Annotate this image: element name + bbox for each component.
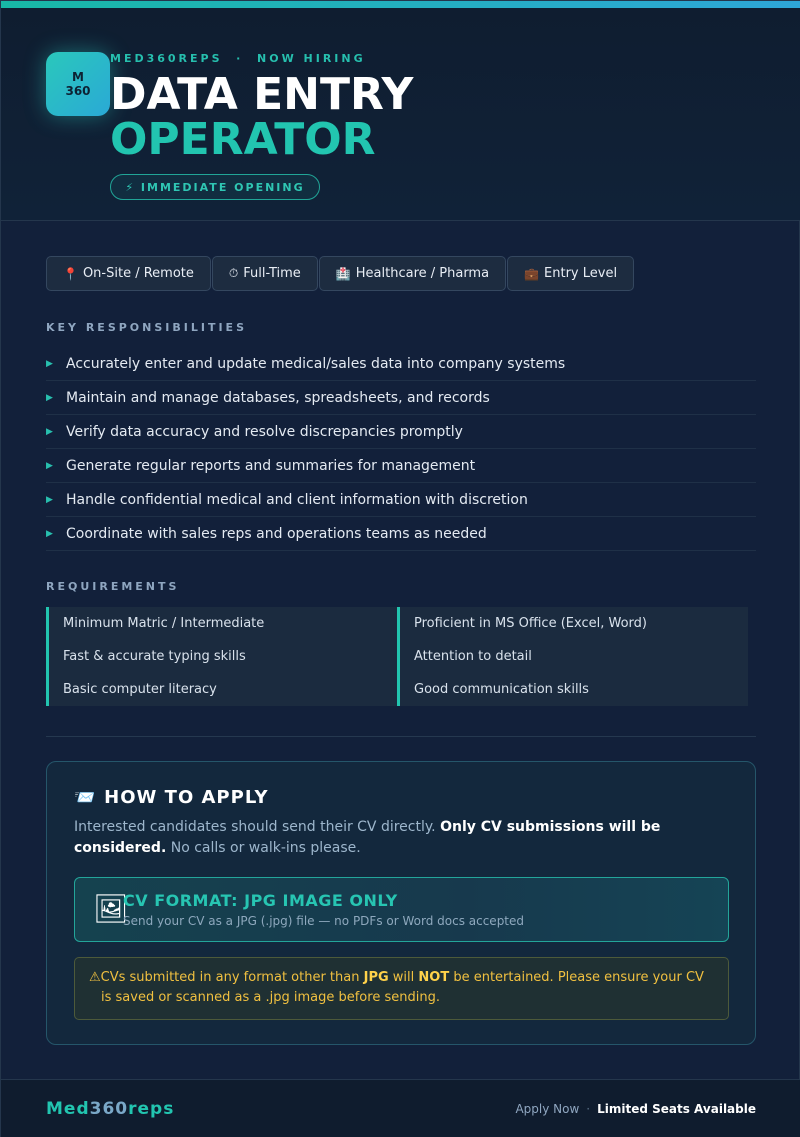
tag-industry xyxy=(319,256,506,291)
list-item-text: Accurately enter and update medical/sales data into company systems xyxy=(66,355,566,372)
company-logo xyxy=(46,52,110,116)
page-title-line1: DATA ENTRY xyxy=(110,69,414,120)
requirements-heading: REQUIREMENTS xyxy=(46,580,180,593)
page-title-line2: OPERATOR xyxy=(110,114,376,165)
bullet-icon: ▶ xyxy=(46,392,53,403)
list-item xyxy=(46,483,756,517)
brand-part: 360 xyxy=(89,1099,129,1119)
list-item xyxy=(46,415,756,449)
how-to-apply-panel xyxy=(46,761,756,1045)
bullet-icon: ▶ xyxy=(46,358,53,369)
warning-text: will xyxy=(388,970,419,985)
bullet-icon: ▶ xyxy=(46,426,53,437)
accent-bar xyxy=(1,1,800,8)
apply-now-link[interactable]: Apply Now xyxy=(515,1102,580,1116)
brand-part: Med xyxy=(46,1099,90,1119)
list-item xyxy=(46,381,756,415)
warning-emphasis: NOT xyxy=(418,970,450,985)
briefcase-icon: 💼 xyxy=(524,266,540,281)
brand-part: reps xyxy=(128,1099,175,1119)
logo-line2: 360 xyxy=(65,84,91,98)
bullet-icon: ▶ xyxy=(46,528,53,539)
tag-label: Entry Level xyxy=(544,266,618,281)
requirements-grid xyxy=(46,607,748,706)
cv-format-box xyxy=(74,877,729,942)
logo-line1: M xyxy=(72,70,84,84)
list-item-text: Verify data accuracy and resolve discrepancies promptly xyxy=(66,423,463,440)
list-item xyxy=(46,347,756,381)
list-item xyxy=(46,449,756,483)
warning-text: be entertained. Please ensure your CV xyxy=(449,970,704,985)
tag-label: Full-Time xyxy=(243,266,301,281)
immediate-opening-badge: ⚡ IMMEDIATE OPENING xyxy=(110,174,320,200)
responsibilities-list xyxy=(46,347,756,551)
cv-format-title: CV FORMAT: JPG IMAGE ONLY xyxy=(123,891,398,910)
apply-description xyxy=(74,817,714,859)
warning-line2: is saved or scanned as a .jpg image before sending. xyxy=(101,990,440,1005)
list-item-text: Maintain and manage databases, spreadsheets, and records xyxy=(66,389,490,406)
footer xyxy=(1,1079,800,1137)
list-item xyxy=(46,517,756,551)
pin-icon: 📍 xyxy=(63,266,78,281)
format-warning xyxy=(74,957,729,1020)
apply-desc-text: Interested candidates should send their CV directly. xyxy=(74,819,441,835)
list-item-text: Coordinate with sales reps and operations teams as needed xyxy=(66,525,487,542)
requirement-item: Minimum Matric / Intermediate xyxy=(63,616,265,631)
tag-type xyxy=(212,256,318,291)
warning-emphasis: JPG xyxy=(363,970,389,985)
footer-brand xyxy=(46,1099,174,1119)
list-item-text: Handle confidential medical and client information with discretion xyxy=(66,491,528,508)
apply-title-text: HOW TO APPLY xyxy=(104,787,269,808)
requirements-column-left xyxy=(46,607,397,706)
tag-location xyxy=(46,256,211,291)
requirement-item: Attention to detail xyxy=(414,649,532,664)
requirement-item: Basic computer literacy xyxy=(63,682,217,697)
apply-desc-tail: No calls or walk-ins please. xyxy=(166,840,361,856)
tag-level xyxy=(507,256,634,291)
apply-heading xyxy=(74,787,269,808)
bullet-icon: ▶ xyxy=(46,460,53,471)
tag-label: Healthcare / Pharma xyxy=(355,266,490,281)
apply-desc-emphasis: Only CV submissions will be considered. xyxy=(74,819,661,856)
hospital-icon: 🏥 xyxy=(335,266,351,281)
list-item-text: Generate regular reports and summaries for management xyxy=(66,457,476,474)
footer-separator: · xyxy=(586,1102,591,1116)
picture-icon: 🖼 xyxy=(93,892,129,925)
tag-label: On-Site / Remote xyxy=(82,266,194,281)
eyebrow-text: MED360REPS · NOW HIRING xyxy=(110,52,366,65)
envelope-icon: 📨 xyxy=(74,787,97,808)
section-divider xyxy=(46,736,756,737)
cv-format-subtitle: Send your CV as a JPG (.jpg) file — no PDFs or Word docs accepted xyxy=(123,914,525,928)
bullet-icon: ▶ xyxy=(46,494,53,505)
warning-text: CVs submitted in any format other than xyxy=(100,970,364,985)
responsibilities-heading: KEY RESPONSIBILITIES xyxy=(46,321,247,334)
footer-cta xyxy=(515,1102,756,1116)
limited-seats-text: Limited Seats Available xyxy=(597,1102,756,1116)
requirement-item: Proficient in MS Office (Excel, Word) xyxy=(414,616,647,631)
header xyxy=(1,8,800,221)
warning-line1 xyxy=(89,968,714,988)
requirement-item: Good communication skills xyxy=(414,682,589,697)
requirement-item: Fast & accurate typing skills xyxy=(63,649,246,664)
timer-icon: ⏱ xyxy=(228,266,239,280)
job-tags xyxy=(46,256,635,291)
requirements-column-right xyxy=(397,607,748,706)
warning-icon: ⚠ xyxy=(89,970,101,985)
